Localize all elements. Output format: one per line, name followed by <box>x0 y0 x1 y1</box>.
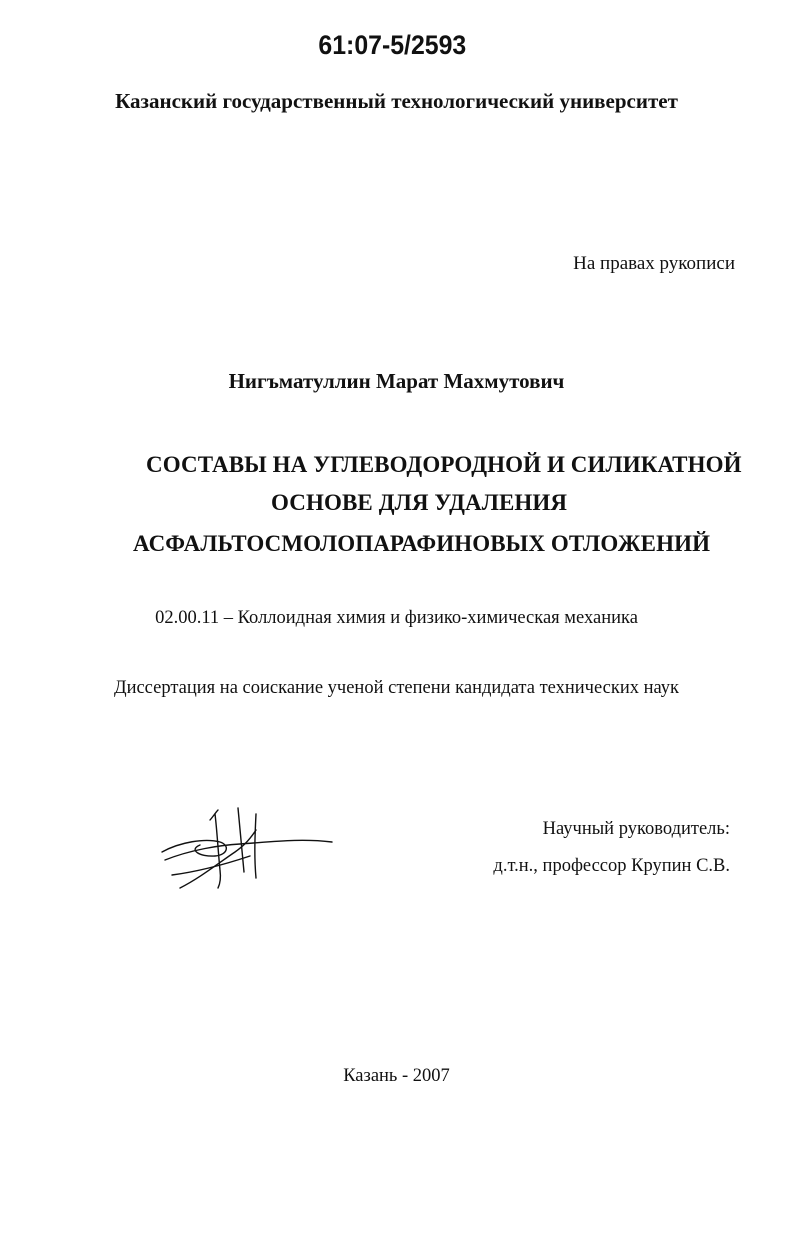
university-name: Казанский государственный технологический университет <box>115 89 678 113</box>
specialty-code: 02.00.11 – Коллоидная химия и физико-химическая механика <box>155 608 638 628</box>
rights-note: На правах рукописи <box>573 253 735 274</box>
title-line-3: АСФАЛЬТОСМОЛОПАРАФИНОВЫХ ОТЛОЖЕНИЙ <box>133 531 711 556</box>
dissertation-note: Диссертация на соискание ученой степени кандидата технических наук <box>113 678 680 698</box>
city-year: Казань - 2007 <box>343 1066 450 1086</box>
advisor-name: д.т.н., профессор Крупин С.В. <box>493 856 730 876</box>
author-name: Нигъматуллин Марат Махмутович <box>228 369 565 393</box>
archive-code-text: 61:07-5/2593 <box>318 30 467 60</box>
archive-code <box>0 30 793 61</box>
advisor-label: Научный руководитель: <box>542 819 730 839</box>
signature-icon <box>160 800 340 895</box>
title-line-2: ОСНОВЕ ДЛЯ УДАЛЕНИЯ <box>271 490 568 515</box>
title-line-1: СОСТАВЫ НА УГЛЕВОДОРОДНОЙ И СИЛИКАТНОЙ <box>146 452 742 477</box>
